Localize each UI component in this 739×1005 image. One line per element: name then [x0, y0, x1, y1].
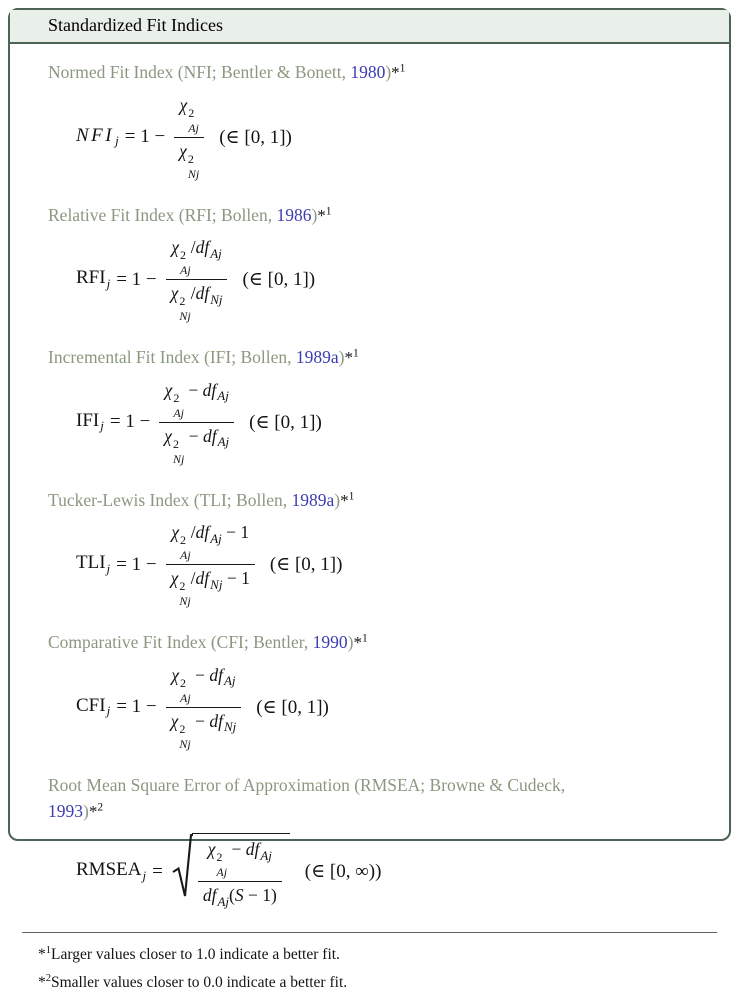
operator: − 1	[221, 522, 250, 542]
df-term: $df_{Nj}$	[209, 710, 237, 735]
equation	[76, 522, 699, 607]
df-term: $df_{Aj}$	[202, 425, 230, 450]
fraction-numerator	[166, 665, 242, 708]
fraction-numerator	[166, 522, 255, 565]
chi-squared-term: χ 2 Nj	[170, 283, 191, 323]
equation-lhs: $TLI_j$	[76, 552, 111, 576]
fraction-numerator	[166, 237, 228, 280]
equation	[76, 665, 699, 750]
fit-indices-box	[8, 8, 731, 991]
fraction-denominator	[174, 138, 204, 180]
chi-squared-term: χ 2 Nj	[179, 140, 200, 181]
square-root	[172, 833, 290, 910]
df-term: $df_{Aj}$	[209, 664, 236, 689]
equation-lhs: $IFI_j$	[76, 409, 104, 434]
equation-equals: = 1 −	[124, 126, 166, 147]
df-term: $df_{Aj}$	[202, 379, 229, 404]
footnotes	[38, 941, 699, 997]
citation-link[interactable]: 1989a	[295, 347, 339, 367]
fraction-denominator	[198, 882, 282, 910]
operator: −	[227, 839, 246, 860]
section-heading: Tucker-Lewis Index (TLI; Bollen, 1989a)*$^1$	[48, 489, 355, 510]
chi-squared-term: χ 2 Aj	[171, 522, 191, 562]
fraction-numerator	[159, 380, 234, 423]
equation-rhs	[174, 95, 204, 180]
equation-range: (∈ [0, 1])	[269, 554, 343, 575]
fit-index-section	[48, 202, 699, 323]
df-term: $df_{Aj}$	[195, 237, 222, 261]
section-heading: Relative Fit Index (RFI; Bollen, 1986)*$^1$	[48, 204, 332, 225]
fit-index-section	[48, 59, 699, 180]
footnote	[38, 969, 699, 997]
box-title-bar	[10, 10, 729, 44]
section-heading: Incremental Fit Index (IFI; Bollen, 1989a)*$^1$	[48, 347, 359, 367]
fraction	[166, 665, 242, 750]
equation-range: (∈ [0, 1])	[219, 126, 292, 148]
fraction	[159, 380, 234, 465]
equation-rhs	[166, 522, 255, 607]
footnote-marker: *$^2$	[88, 801, 104, 821]
fit-index-section	[48, 344, 699, 465]
citation-link[interactable]: 1989a	[291, 489, 335, 510]
footnote-marker: *$^1$	[353, 632, 368, 652]
fraction	[198, 839, 282, 910]
equation-lhs: $NFI_j$	[76, 124, 119, 149]
equation-lhs: $CFI_j$	[76, 694, 111, 719]
citation-link[interactable]: 1990	[312, 632, 348, 652]
equation-rhs	[166, 237, 228, 322]
equation-equals: = 1 −	[116, 696, 157, 717]
df-term: $df_{Aj}$	[245, 839, 272, 863]
chi-squared-term: χ 2 Nj	[170, 710, 191, 751]
chi-squared-term: χ 2 Aj	[164, 379, 184, 420]
chi-squared-term: χ 2 Nj	[164, 425, 185, 466]
df-term: $df_{Nj}$	[195, 568, 223, 592]
equation-range: (∈ [0, 1])	[242, 269, 316, 290]
fit-index-section	[48, 629, 699, 750]
equation-rhs	[159, 380, 234, 465]
operator: −	[190, 710, 210, 731]
footnote-text: Larger values closer to 1.0 indicate a better fit.	[51, 946, 340, 964]
radical-sign-icon	[172, 833, 192, 901]
fraction-numerator	[174, 95, 204, 138]
equation	[76, 833, 699, 910]
chi-squared-term: χ 2 Aj	[171, 664, 191, 705]
equation	[76, 237, 699, 322]
equation-lhs: $RMSEA_j$	[76, 859, 147, 883]
chi-squared-term: χ 2 Aj	[171, 237, 191, 277]
fraction	[166, 522, 255, 607]
chi-squared-term: χ 2 Aj	[179, 94, 199, 135]
footnote-text: Smaller values closer to 0.0 indicate a better fit.	[51, 973, 348, 991]
footnote-marker: *$^2$	[38, 972, 51, 991]
equation-equals: = 1 −	[116, 553, 157, 575]
chi-squared-term: χ 2 Aj	[207, 839, 228, 880]
section-heading: Root Mean Square Error of Approximation (RMSEA; Browne & Cudeck, 1993)*$^2$	[48, 774, 566, 821]
footnote-marker: *$^1$	[317, 204, 332, 225]
footnote-marker: *$^1$	[344, 347, 359, 367]
equation-rhs	[172, 833, 290, 910]
df-term: $df_{Aj}$	[195, 522, 222, 546]
fraction-denominator	[166, 708, 242, 750]
fraction	[166, 237, 228, 322]
chi-squared-term: χ 2 Nj	[170, 568, 191, 608]
equation	[76, 380, 699, 465]
equation-equals: = 1 −	[109, 411, 151, 432]
fraction-numerator	[198, 839, 282, 882]
fit-index-sections	[48, 59, 699, 910]
operator: (	[229, 885, 235, 906]
operator: /	[190, 283, 196, 303]
operator: −	[190, 664, 210, 685]
equation	[76, 95, 699, 180]
equation-equals: =	[152, 860, 163, 882]
citation-link[interactable]: 1980	[350, 62, 386, 82]
radicand	[192, 833, 290, 910]
fit-index-section	[48, 772, 699, 911]
fraction-denominator	[166, 280, 228, 322]
fit-index-section	[48, 487, 699, 608]
equation-range: (∈ [0, 1])	[256, 696, 329, 718]
df-term: $df_{Aj}$	[202, 885, 229, 909]
fraction	[174, 95, 204, 180]
variable: S	[234, 885, 244, 906]
fraction-denominator	[166, 565, 255, 607]
box-content	[10, 44, 729, 1005]
equation-rhs	[166, 665, 242, 750]
equation-equals: = 1 −	[116, 268, 157, 290]
section-heading: Normed Fit Index (NFI; Bentler & Bonett, 1980)*$^1$	[48, 62, 406, 82]
df-term: $df_{Nj}$	[195, 283, 223, 307]
footnote-marker: *$^1$	[340, 489, 355, 510]
operator: /	[190, 522, 196, 542]
fraction-denominator	[159, 423, 234, 465]
footnote	[38, 941, 699, 969]
footnote-marker: *$^1$	[38, 944, 51, 964]
equation-range: (∈ [0, ∞))	[304, 861, 382, 883]
section-heading: Comparative Fit Index (CFI; Bentler, 1990)*$^1$	[48, 632, 368, 652]
citation-link[interactable]: 1993	[48, 800, 83, 821]
operator: − 1	[222, 568, 250, 588]
operator: /	[190, 568, 196, 588]
citation-link[interactable]: 1986	[276, 204, 312, 225]
equation-lhs: $RFI_j$	[76, 267, 111, 291]
equation-range: (∈ [0, 1])	[249, 411, 322, 433]
footnote-marker: *$^1$	[391, 62, 406, 82]
operator: −	[184, 425, 203, 446]
operator: −	[184, 379, 203, 400]
operator: − 1)	[243, 885, 277, 906]
footnote-divider	[22, 932, 717, 933]
operator: /	[190, 237, 196, 257]
box-title: Standardized Fit Indices	[48, 15, 223, 35]
